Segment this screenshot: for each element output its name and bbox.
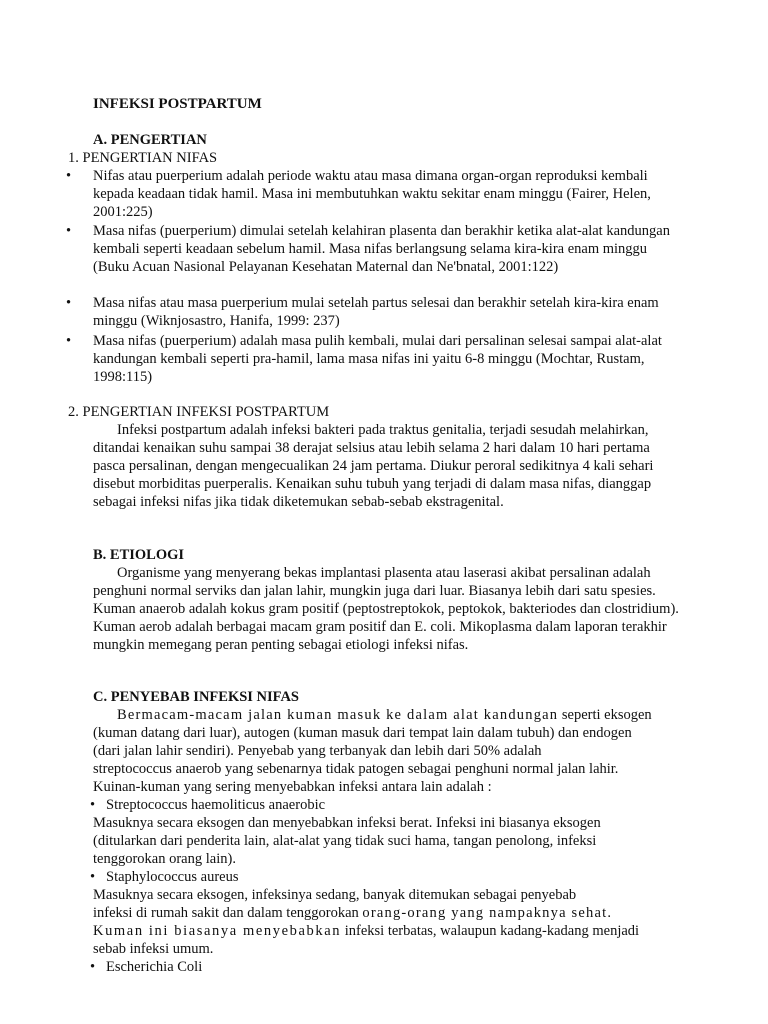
paragraph-text: Organisme yang menyerang bekas implantasi plasenta atau laserasi akibat persalinan adalah penghuni normal serviks dan jalan lahir, mungkin juga dari luar. Biasanya lebih dari satu spesies. Kuman anaerob adalah kokus gram positif (peptostreptokok, peptokok, bakteriodes dan clostridium). Kuman aerob adalah berbagai macam gram positif dan E. coli. Mikoplasma dalam laporan terakhir mungkin memegang peran penting sebagai etiologi infeksi nifas. [93, 565, 679, 653]
item-2-heading: 2. PENGERTIAN INFEKSI POSTPARTUM [68, 404, 330, 420]
bullet-text: Masa nifas (puerperium) adalah masa pulih kembali, mulai dari persalinan selesai sampai alat-alat kandungan kembali seperti pra-hamil, lama masa nifas ini yaitu 6-8 minggu (Mochtar, Rustam, 1998:115) [93, 333, 662, 385]
bullet-icon: • [66, 333, 72, 349]
bullet-icon: • [90, 797, 96, 813]
section-c-line: (kuman datang dari luar), autogen (kuman masuk dari tempat lain dalam tubuh) dan endogen [93, 725, 632, 741]
bullet-text: Masa nifas (puerperium) dimulai setelah kelahiran plasenta dan berakhir ketika alat-alat kandungan kembali seperti keadaan sebelum hamil. Masa nifas berlangsung selama kira-kira enam minggu (Buku Acuan Nasional Pelayanan Kesehatan Maternal dan Ne'bnatal, 2001:122) [93, 223, 670, 275]
organism-desc-line: sebab infeksi umum. [93, 941, 214, 957]
text: infeksi di rumah sakit dan dalam tenggorokan [93, 905, 363, 921]
organism-desc-line: Masuknya secara eksogen, infeksinya sedang, banyak ditemukan sebagai penyebab [93, 887, 577, 903]
wide-text: Kuman ini biasanya menyebabkan [93, 923, 342, 939]
organism-item [90, 868, 238, 886]
section-b-paragraph [93, 564, 683, 654]
organism-item [90, 958, 202, 976]
bullet-icon: • [90, 959, 96, 975]
paragraph-text: Infeksi postpartum adalah infeksi bakteri pada traktus genitalia, terjadi sesudah melahirkan, ditandai kenaikan suhu sampai 38 derajat selsius atau lebih selama 2 hari dalam 10 hari pertama pasca persalinan, dengan mengecualikan 24 jam pertama. Diukur peroral sedikitnya 4 kali sehari disebut morbiditas puerperalis. Kenaikan suhu tubuh yang terjadi di dalam masa nifas, dianggap sebagai infeksi nifas jika tidak diketemukan sebab-sebab ekstragenital. [93, 422, 654, 510]
section-b-heading: B. ETIOLOGI [93, 547, 185, 563]
organism-name: Staphylococcus aureus [106, 869, 239, 885]
organism-item [90, 796, 325, 814]
organism-desc-line: (ditularkan dari penderita lain, alat-alat yang tidak suci hama, tangan penolong, infeksi [93, 833, 597, 849]
organism-name: Escherichia Coli [106, 959, 203, 975]
organism-name: Streptococcus haemoliticus anaerobic [106, 797, 326, 813]
bullet-icon: • [66, 168, 72, 184]
section-c-line [117, 706, 652, 724]
organism-desc-line: tenggorokan orang lain). [93, 851, 236, 867]
bullet-text: Masa nifas atau masa puerperium mulai setelah partus selesai dan berakhir setelah kira-kira enam minggu (Wiknjosastro, Hanifa, 1999: 237) [93, 295, 659, 329]
wide-text: orang-orang yang nampaknya sehat. [362, 905, 613, 921]
document-title: INFEKSI POSTPARTUM [93, 96, 262, 112]
item-2-paragraph [93, 421, 683, 511]
text: seperti eksogen [558, 707, 652, 723]
bullet-icon: • [66, 295, 72, 311]
section-c-heading: C. PENYEBAB INFEKSI NIFAS [93, 689, 299, 705]
organism-desc-line [93, 922, 639, 940]
bullet-icon: • [90, 869, 96, 885]
item-1-heading: 1. PENGERTIAN NIFAS [68, 150, 218, 166]
section-c-line: Kuinan-kuman yang sering menyebabkan infeksi antara lain adalah : [93, 779, 492, 795]
organism-desc-line: Masuknya secara eksogen dan menyebabkan infeksi berat. Infeksi ini biasanya eksogen [93, 815, 601, 831]
section-a-heading: A. PENGERTIAN [93, 132, 207, 148]
organism-desc-line [93, 904, 612, 922]
text: infeksi terbatas, walaupun kadang-kadang menjadi [341, 923, 640, 939]
wide-text: Bermacam-macam jalan kuman masuk ke dalam alat kandungan [117, 707, 559, 723]
bullet-text: Nifas atau puerperium adalah periode waktu atau masa dimana organ-organ reproduksi kembali kepada keadaan tidak hamil. Masa ini membutuhkan waktu sekitar enam minggu (Fairer, Helen, 2001:225) [93, 168, 651, 220]
section-c-line: (dari jalan lahir sendiri). Penyebab yang terbanyak dan lebih dari 50% adalah [93, 743, 542, 759]
bullet-icon: • [66, 223, 72, 239]
section-c-line: streptococcus anaerob yang sebenarnya tidak patogen sebagai penghuni normal jalan lahir. [93, 761, 619, 777]
